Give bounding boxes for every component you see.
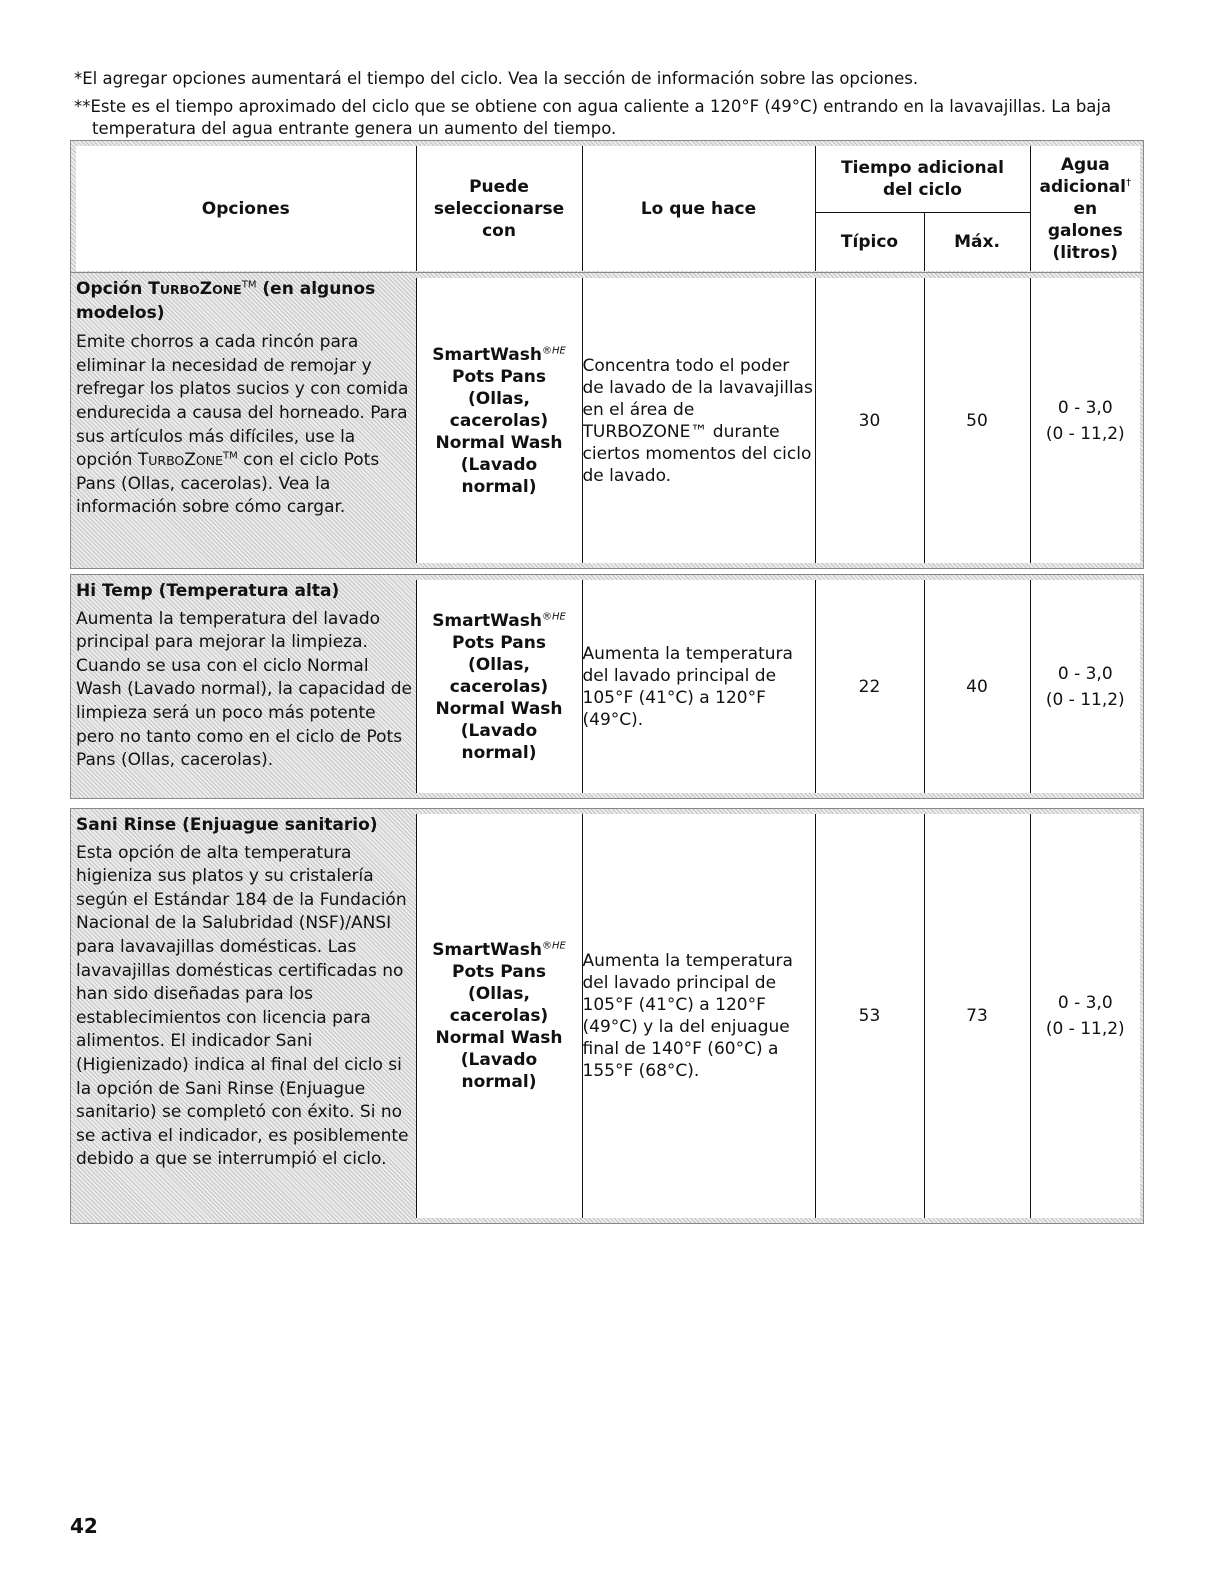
cycle-name: SmartWash [432, 344, 542, 365]
header-agua-line [1031, 176, 1141, 198]
table-row [76, 814, 1140, 1218]
header-agua-adicional [1030, 146, 1140, 271]
option-turbozone [76, 278, 416, 563]
time-typical: 53 [815, 814, 924, 1218]
desc-part: Emite chorros a cada rincón para eliminar la necesidad de remojar y refregar los platos sucios y con comida endurecida a causa del horneado. Para sus artículos más difíciles, use la opción T [76, 332, 409, 471]
table-row [76, 278, 1140, 563]
header-lo-que-hace: Lo que hace [582, 146, 815, 271]
cycles-cell [416, 580, 582, 793]
header-agua-line: en [1073, 198, 1098, 219]
option-description: Esta opción de alta temperatura higieniza sus platos y su cristalería según el Estándar 184 de la Fundación Nacional de la Salubridad (NSF)/ANSI para lavavajillas domésticas. Las lavavajillas domésticas certificadas no han sido diseñadas para los establecimientos con licencia para alimentos. El indicador Sani (Higienizado) indica al final del ciclo si la opción de Sani Rinse (Enjuague sanitario) se completó con éxito. Si no se activa el indicador, es posiblemente debido a que se interrumpió el ciclo. [76, 842, 409, 1170]
cycle-pots-pans-es: cacerolas) [449, 410, 549, 431]
option-sani-rinse [76, 814, 416, 1218]
time-max: 40 [924, 580, 1030, 793]
table-row [76, 580, 1140, 793]
what-it-does: Concentra todo el poder de lavado de la lavavajillas en el área de TURBOZONE™ durante ciertos momentos del ciclo de lavado. [582, 278, 815, 563]
registered-mark: ®HE [541, 940, 566, 952]
header-puede-line: Puede [469, 176, 529, 197]
extra-water [1030, 580, 1140, 793]
header-agua-line: Agua [1060, 154, 1110, 175]
cycle-normal-wash-es: normal) [461, 1072, 537, 1092]
option-description [76, 331, 416, 520]
title-part: Opción T [76, 279, 160, 299]
extra-water [1030, 278, 1140, 563]
title-part: Z [199, 279, 213, 299]
title-part: (en algunos modelos) [76, 279, 376, 323]
cycle-pots-pans: Pots Pans [452, 366, 546, 387]
what-it-does: Aumenta la temperatura del lavado principal de 105°F (41°C) a 120°F (49°C). [582, 580, 815, 793]
water-gallons: 0 - 3,0 [1057, 993, 1113, 1013]
cycle-normal-wash: Normal Wash [435, 698, 563, 719]
desc-part: con el ciclo Pots Pans (Ollas, cacerolas). Vea la información sobre cómo cargar. [76, 450, 380, 518]
cycle-pots-pans: Pots Pans [452, 632, 546, 653]
registered-mark: ®HE [541, 610, 566, 622]
water-liters: (0 - 11,2) [1045, 1019, 1125, 1039]
footnote-cycle-time-line2: temperatura del agua entrante genera un aumento del tiempo. [92, 119, 617, 138]
header-tipico: Típico [815, 212, 924, 271]
cycle-normal-wash-es: (Lavado [460, 454, 538, 475]
cycle-name: SmartWash [432, 610, 542, 631]
desc-part: URBO [148, 453, 185, 469]
table-header-block [70, 140, 1144, 277]
title-part: ONE [212, 282, 242, 297]
header-agua-line: galones [1047, 220, 1123, 241]
cycle-pots-pans-es: cacerolas) [449, 1006, 549, 1026]
trademark-mark: TM [223, 450, 238, 462]
cycle-smartwash [417, 344, 582, 366]
desc-part: Z [184, 450, 196, 471]
header-tiempo-line: del ciclo [883, 179, 962, 200]
option-title: Sani Rinse (Enjuague sanitario) [76, 815, 378, 835]
page-number: 42 [70, 1514, 98, 1538]
cycle-pots-pans: Pots Pans [452, 962, 546, 982]
desc-part: ONE [195, 453, 224, 469]
registered-mark: ®HE [541, 344, 566, 356]
water-gallons: 0 - 3,0 [1057, 397, 1113, 418]
extra-water [1030, 814, 1140, 1218]
table-row-block [70, 574, 1144, 799]
time-max: 73 [924, 814, 1030, 1218]
footnote-cycle-time-line1: **Este es el tiempo aproximado del ciclo que se obtiene con agua caliente a 120°F (49°C) entrando en la lavavajillas. La baja [74, 97, 1112, 116]
what-it-does: Aumenta la temperatura del lavado principal de 105°F (41°C) a 120°F (49°C) y la del enjuague final de 140°F (60°C) a 155°F (68°C). [582, 814, 815, 1218]
title-part: URBO [159, 282, 200, 297]
time-typical: 22 [815, 580, 924, 793]
cycles-cell [416, 814, 582, 1218]
table-header [76, 146, 1140, 271]
water-gallons: 0 - 3,0 [1057, 663, 1113, 684]
header-agua-text: adicional [1039, 176, 1126, 197]
cycle-name: SmartWash [432, 940, 542, 960]
header-agua-line: (litros) [1052, 242, 1119, 263]
cycle-normal-wash-es: normal) [461, 476, 537, 497]
time-typical: 30 [815, 278, 924, 563]
option-hi-temp [76, 580, 416, 793]
table-row-block [70, 272, 1144, 569]
cycle-smartwash [417, 939, 582, 961]
option-title: Hi Temp (Temperatura alta) [76, 581, 340, 601]
option-description: Aumenta la temperatura del lavado principal para mejorar la limpieza. Cuando se usa con el ciclo Normal Wash (Lavado normal), la capacidad de limpieza será un poco más potente pero no tanto como en el ciclo de Pots Pans (Ollas, cacerolas). [76, 608, 413, 771]
water-liters: (0 - 11,2) [1045, 423, 1125, 444]
cycle-pots-pans-es: (Ollas, [468, 388, 530, 409]
header-max: Máx. [924, 212, 1030, 271]
header-puede-line: seleccionarse [433, 198, 565, 219]
time-max: 50 [924, 278, 1030, 563]
cycle-smartwash [417, 610, 582, 632]
header-tiempo-adicional [815, 146, 1030, 212]
cycle-pots-pans-es: (Ollas, [468, 654, 530, 675]
footnote-options: *El agregar opciones aumentará el tiempo del ciclo. Vea la sección de información sobre las opciones. [74, 69, 919, 88]
cycle-normal-wash-es: (Lavado [460, 720, 538, 741]
footnote-cycle-time [74, 96, 1154, 140]
cycle-normal-wash-es: (Lavado [460, 1050, 538, 1070]
water-liters: (0 - 11,2) [1045, 689, 1125, 710]
dagger-mark: † [1125, 176, 1131, 188]
header-tiempo-line: Tiempo adicional [841, 157, 1004, 178]
option-title [76, 278, 416, 325]
cycle-normal-wash-es: normal) [461, 742, 537, 763]
cycle-normal-wash: Normal Wash [435, 1028, 563, 1048]
cycles-cell [416, 278, 582, 563]
header-opciones: Opciones [76, 146, 416, 271]
cycle-pots-pans-es: (Ollas, [468, 984, 530, 1004]
table-row-block [70, 808, 1144, 1224]
header-puede-line: con [482, 220, 516, 241]
cycle-pots-pans-es: cacerolas) [449, 676, 549, 697]
header-puede [416, 146, 582, 271]
cycle-normal-wash: Normal Wash [435, 432, 563, 453]
trademark-mark: TM [241, 279, 257, 291]
